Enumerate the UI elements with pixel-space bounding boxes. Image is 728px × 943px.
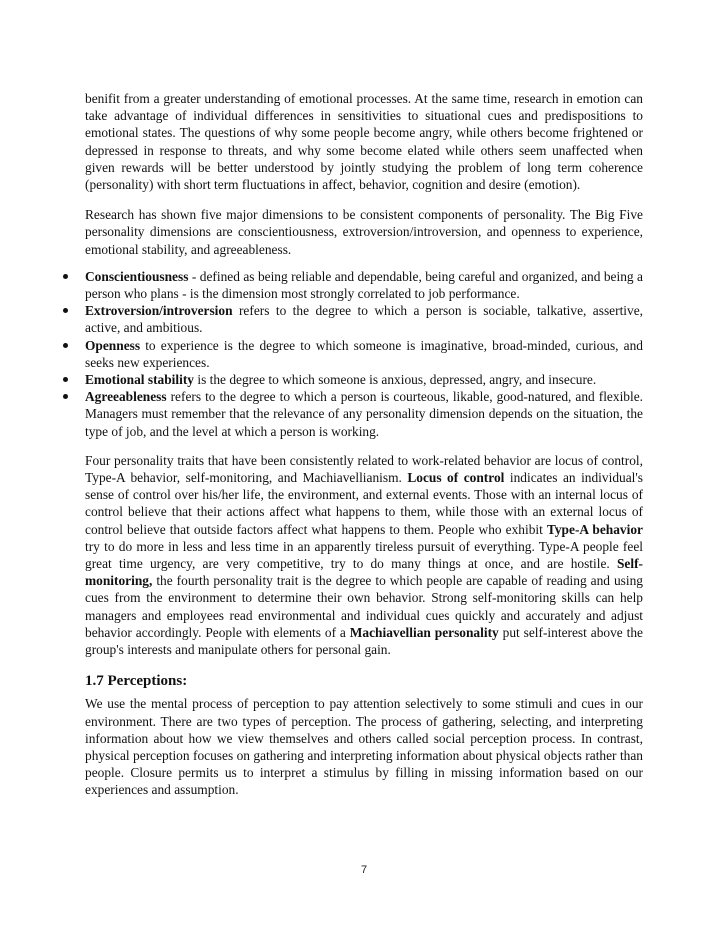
bullet-icon bbox=[63, 377, 68, 382]
paragraph-emotion: benifit from a greater understanding of emotional processes. At the same time, research in emotion can take advantage of individual differences in sensitivities to situational cues and predispositions to emotional states. The questions of why some people become angry, while others become frightened or depressed in response to threats, and why some become elated while others seem unaffected when given rewards will be better understood by jointly studying the problem of long term coherence (personality) with short term fluctuations in affect, behavior, cognition and desire (emotion). bbox=[85, 91, 643, 193]
list-item bbox=[85, 371, 643, 388]
trait-text: the fourth personality trait is the degree to which people are capable of reading and using cues from the environment to determine their own behavior. Strong self-monitoring skills can help managers and employees read environmental and individual cues quickly and accurately and adjust behavior accordingly. People with elements of a bbox=[85, 573, 643, 640]
trait-term: Self-monitoring, bbox=[85, 556, 643, 589]
bullet-text: refers to the degree to which a person is sociable, talkative, assertive, active, and ambitious. bbox=[85, 303, 643, 336]
paragraph-personality-traits bbox=[85, 452, 643, 658]
bullet-icon bbox=[63, 274, 68, 279]
list-item bbox=[85, 268, 643, 302]
trait-term: Type-A behavior bbox=[546, 521, 643, 537]
bullet-text: is the degree to which someone is anxious, depressed, angry, and insecure. bbox=[194, 372, 597, 388]
paragraph-big-five-intro: Research has shown five major dimensions to be consistent components of personality. The Big Five personality dimensions are conscientiousness, extroversion/introversion, and openness to experience, emotional stability, and agreeableness. bbox=[85, 207, 643, 257]
trait-text: try to do more in less and less time in an apparently tireless pursuit of everything. Type-A people feel great time urgency, are very competitive, try to do many things at once, and are hostile. bbox=[85, 538, 643, 572]
trait-term: Machiavellian personality bbox=[349, 624, 499, 640]
bullet-text: refers to the degree to which a person is courteous, likable, good-natured, and flexible. Managers must remember that the relevance of any personality dimension depends on the situation, the type of job, and the level at which a person is working. bbox=[85, 389, 643, 439]
bullet-icon bbox=[63, 343, 68, 348]
trait-text: put self-interest above the group's interests and manipulate others for personal gain. bbox=[85, 624, 643, 658]
bullet-text: - defined as being reliable and dependable, being careful and organized, and being a person who plans - is the dimension most strongly correlated to job performance. bbox=[85, 268, 643, 302]
section-heading: 1.7 Perceptions: bbox=[85, 673, 188, 690]
big-five-list bbox=[85, 268, 643, 440]
bullet-icon bbox=[63, 394, 68, 399]
trait-text: Four personality traits that have been consistently related to work-related behavior are locus of control, Type-A behavior, self-monitoring, and Machiavellianism. bbox=[85, 452, 643, 486]
bullet-icon bbox=[63, 308, 68, 313]
bullet-term: Conscientiousness bbox=[85, 268, 189, 284]
page-content bbox=[85, 90, 643, 799]
list-item bbox=[85, 302, 643, 336]
bullet-term: Agreeableness bbox=[85, 389, 167, 405]
bullet-term: Extroversion/introversion bbox=[85, 303, 233, 319]
list-item bbox=[85, 388, 643, 440]
trait-text: indicates an individual's sense of control over his/her life, the environment, and external events. Those with an internal locus of control believe that their actions affect what happens to them, while those with an external locus of control believe that outside factors affect what happens to them. People who exhibit bbox=[85, 470, 643, 537]
page-number: 7 bbox=[360, 864, 368, 876]
bullet-term: Openness bbox=[85, 337, 141, 353]
trait-term: Locus of control bbox=[407, 470, 505, 486]
bullet-text: to experience is the degree to which someone is imaginative, broad-minded, curious, and seeks new experiences. bbox=[85, 337, 643, 370]
paragraph-perceptions: We use the mental process of perception to pay attention selectively to some stimuli and cues in our environment. There are two types of perception. The process of gathering, selecting, and interpreting information about how we view themselves and others called social perception process. In contrast, physical perception focuses on gathering and interpreting information about physical objects rather than people. Closure permits us to interpret a stimulus by filling in missing information based on our experiences and assumption. bbox=[85, 696, 643, 798]
list-item bbox=[85, 337, 643, 371]
bullet-term: Emotional stability bbox=[85, 372, 194, 388]
